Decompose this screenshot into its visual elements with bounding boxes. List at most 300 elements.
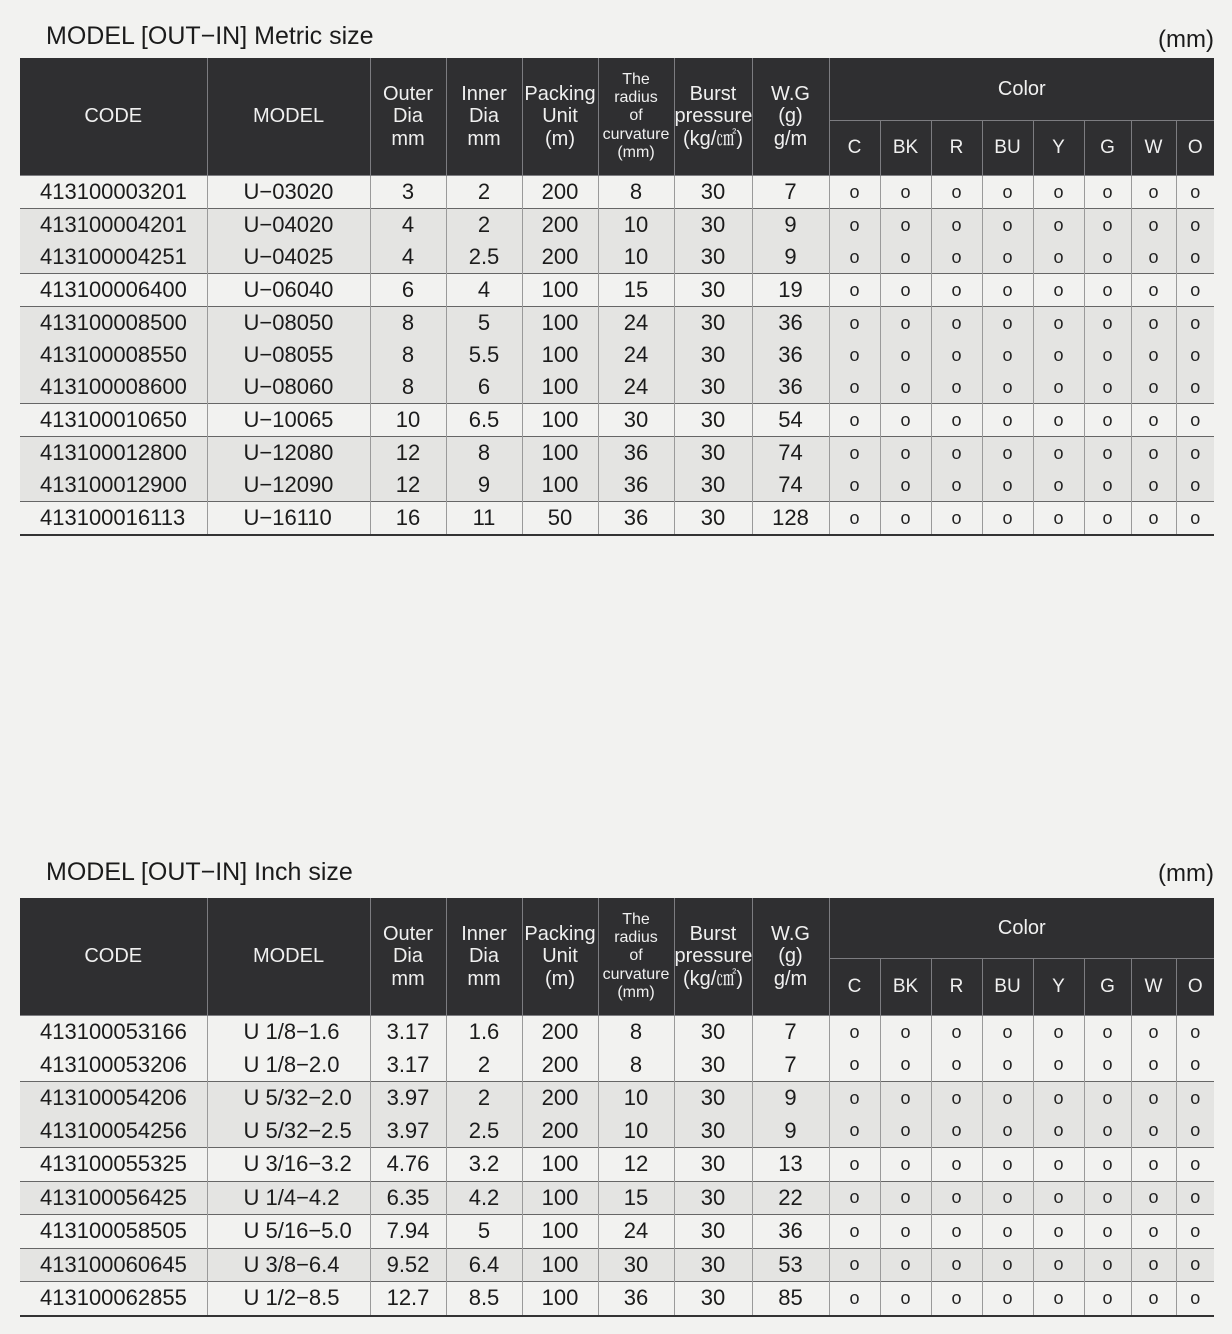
color-mark-g: o	[1084, 404, 1131, 437]
color-mark-bk: o	[880, 274, 931, 307]
model-cell: U−16110	[207, 502, 370, 536]
color-mark-y: o	[1033, 1248, 1084, 1282]
color-mark-bu: o	[982, 1115, 1033, 1148]
outer-dia-cell: 12.7	[370, 1282, 446, 1316]
weight-cell: 9	[752, 1082, 829, 1115]
outer-dia-cell: 10	[370, 404, 446, 437]
color-bk-header: BK	[880, 121, 931, 176]
radius-cell: 24	[598, 307, 674, 340]
color-w-header: W	[1131, 959, 1176, 1016]
color-mark-c: o	[829, 307, 880, 340]
color-mark-c: o	[829, 176, 880, 209]
burst-pressure-cell: 30	[674, 1181, 752, 1215]
color-mark-w: o	[1131, 1215, 1176, 1249]
weight-cell: 74	[752, 437, 829, 470]
radius-cell: 30	[598, 404, 674, 437]
table-row	[20, 404, 1214, 437]
color-mark-bu: o	[982, 371, 1033, 404]
packing-unit-cell: 100	[522, 469, 598, 502]
burst-pressure-cell: 30	[674, 1215, 752, 1249]
color-mark-r: o	[931, 176, 982, 209]
color-mark-r: o	[931, 1248, 982, 1282]
weight-cell: 13	[752, 1148, 829, 1182]
color-mark-o: o	[1190, 1054, 1201, 1075]
color-mark-g: o	[1084, 1016, 1131, 1049]
color-mark-g: o	[1084, 339, 1131, 371]
radius-header: The radius of curvature (mm)	[598, 58, 674, 176]
color-mark-c: o	[829, 1016, 880, 1049]
model-cell: U−08055	[207, 339, 370, 371]
weight-cell: 36	[752, 371, 829, 404]
color-mark-y: o	[1033, 274, 1084, 307]
burst-pressure-header: Burst pressure (kg/㎠)	[674, 898, 752, 1016]
color-mark-w: o	[1131, 404, 1176, 437]
packing-unit-cell: 200	[522, 1115, 598, 1148]
color-r-header: R	[931, 959, 982, 1016]
burst-pressure-cell: 30	[674, 1115, 752, 1148]
packing-unit-cell: 100	[522, 1181, 598, 1215]
color-mark-r: o	[931, 371, 982, 404]
packing-unit-cell: 100	[522, 371, 598, 404]
table-row	[20, 1181, 1214, 1215]
radius-cell: 10	[598, 209, 674, 242]
color-mark-g: o	[1084, 502, 1131, 536]
color-mark-y: o	[1033, 1115, 1084, 1148]
code-cell: 413100006400	[20, 274, 207, 307]
color-mark-c: o	[829, 209, 880, 242]
code-cell: 413100004251	[20, 241, 207, 274]
packing-unit-cell: 100	[522, 1282, 598, 1316]
table-row	[20, 1016, 1214, 1049]
packing-unit-cell: 200	[522, 1082, 598, 1115]
inner-dia-cell: 6.4	[446, 1248, 522, 1282]
inner-dia-header: Inner Dia mm	[446, 58, 522, 176]
color-mark-r: o	[931, 1282, 982, 1316]
color-mark-bu: o	[982, 437, 1033, 470]
color-mark-o: o	[1176, 1282, 1214, 1316]
color-mark-w: o	[1131, 502, 1176, 536]
model-cell: U 1/8−1.6	[207, 1016, 370, 1049]
section-title: MODEL [OUT−IN] Metric size	[46, 22, 374, 50]
inner-dia-cell: 3.2	[446, 1148, 522, 1182]
radius-cell: 36	[598, 502, 674, 536]
table-row	[20, 241, 1214, 274]
color-mark-w: o	[1131, 176, 1176, 209]
radius-cell: 10	[598, 1115, 674, 1148]
burst-pressure-cell: 30	[674, 1049, 752, 1082]
color-mark-o: o	[1176, 176, 1214, 209]
color-mark-r: o	[931, 209, 982, 242]
table-row	[20, 307, 1214, 340]
color-w-header: W	[1131, 121, 1176, 176]
inner-dia-cell: 2.5	[446, 1115, 522, 1148]
weight-cell: 36	[752, 339, 829, 371]
outer-dia-cell: 8	[370, 307, 446, 340]
color-mark-bk: o	[880, 241, 931, 274]
inner-dia-cell: 8.5	[446, 1282, 522, 1316]
code-cell: 413100008500	[20, 307, 207, 340]
weight-cell: 7	[752, 1049, 829, 1082]
color-c-header: C	[829, 121, 880, 176]
color-mark-bu: o	[982, 1016, 1033, 1049]
color-mark-w: o	[1131, 241, 1176, 274]
radius-cell: 36	[598, 437, 674, 470]
color-mark-o: o	[1176, 404, 1214, 437]
color-mark-bu: o	[982, 339, 1033, 371]
color-mark-w: o	[1131, 1148, 1176, 1182]
color-mark-bu: o	[982, 1049, 1033, 1082]
metric-spec-table	[20, 58, 1214, 536]
color-mark-o: o	[1176, 274, 1214, 307]
color-mark-bu: o	[982, 502, 1033, 536]
code-cell: 413100054206	[20, 1082, 207, 1115]
color-mark-bu: o	[982, 176, 1033, 209]
inner-dia-cell: 5	[446, 307, 522, 340]
table-row	[20, 339, 1214, 371]
outer-dia-header: Outer Dia mm	[370, 58, 446, 176]
header-row	[20, 58, 1214, 121]
model-header: MODEL	[207, 898, 370, 1016]
outer-dia-cell: 3	[370, 176, 446, 209]
color-mark-w: o	[1131, 1049, 1176, 1082]
color-mark-bk: o	[880, 437, 931, 470]
color-mark-r: o	[931, 1148, 982, 1182]
inner-dia-cell: 5.5	[446, 339, 522, 371]
color-mark-c: o	[829, 469, 880, 502]
outer-dia-cell: 3.97	[370, 1082, 446, 1115]
color-mark-w: o	[1131, 1082, 1176, 1115]
color-mark-r: o	[931, 307, 982, 340]
model-cell: U−06040	[207, 274, 370, 307]
model-cell: U 5/32−2.0	[207, 1082, 370, 1115]
color-mark-r: o	[931, 1181, 982, 1215]
radius-cell: 15	[598, 274, 674, 307]
packing-unit-cell: 200	[522, 1016, 598, 1049]
radius-cell: 12	[598, 1148, 674, 1182]
weight-cell: 22	[752, 1181, 829, 1215]
radius-cell: 8	[598, 176, 674, 209]
weight-cell: 9	[752, 209, 829, 242]
inner-dia-cell: 6.5	[446, 404, 522, 437]
code-cell: 413100016113	[20, 502, 207, 536]
packing-unit-cell: 100	[522, 307, 598, 340]
packing-unit-cell: 100	[522, 1215, 598, 1249]
color-y-header: Y	[1033, 121, 1084, 176]
table-row	[20, 469, 1214, 502]
color-mark-bu: o	[982, 469, 1033, 502]
color-mark-y: o	[1033, 1082, 1084, 1115]
model-cell: U 3/16−3.2	[207, 1148, 370, 1182]
color-mark-y: o	[1033, 404, 1084, 437]
model-cell: U 5/32−2.5	[207, 1115, 370, 1148]
packing-unit-cell: 100	[522, 339, 598, 371]
model-cell: U 5/16−5.0	[207, 1215, 370, 1249]
model-cell: U 1/4−4.2	[207, 1181, 370, 1215]
table-row	[20, 502, 1214, 536]
model-cell: U−04020	[207, 209, 370, 242]
inner-dia-cell: 2	[446, 176, 522, 209]
burst-pressure-cell: 30	[674, 469, 752, 502]
model-cell: U−04025	[207, 241, 370, 274]
code-cell: 413100003201	[20, 176, 207, 209]
radius-cell: 10	[598, 241, 674, 274]
inner-dia-cell: 4	[446, 274, 522, 307]
color-mark-r: o	[931, 469, 982, 502]
weight-cell: 9	[752, 1115, 829, 1148]
inner-dia-cell: 6	[446, 371, 522, 404]
inner-dia-cell: 9	[446, 469, 522, 502]
weight-cell: 54	[752, 404, 829, 437]
color-mark-o: o	[1176, 1016, 1214, 1049]
color-mark-c: o	[829, 1181, 880, 1215]
color-mark-bk: o	[880, 339, 931, 371]
weight-cell: 128	[752, 502, 829, 536]
color-mark-c: o	[829, 339, 880, 371]
packing-unit-header: Packing Unit (m)	[522, 58, 598, 176]
radius-cell: 24	[598, 1215, 674, 1249]
color-mark-c: o	[829, 1049, 880, 1082]
outer-dia-cell: 4	[370, 241, 446, 274]
radius-cell: 24	[598, 371, 674, 404]
outer-dia-header: Outer Dia mm	[370, 898, 446, 1016]
color-mark-y: o	[1033, 241, 1084, 274]
color-mark-bk: o	[880, 1148, 931, 1182]
color-mark-g: o	[1084, 437, 1131, 470]
color-mark-bk: o	[880, 404, 931, 437]
color-mark-c: o	[829, 241, 880, 274]
model-cell: U 3/8−6.4	[207, 1248, 370, 1282]
color-mark-bk: o	[880, 371, 931, 404]
outer-dia-cell: 6	[370, 274, 446, 307]
code-header: CODE	[20, 898, 207, 1016]
code-cell: 413100008550	[20, 339, 207, 371]
outer-dia-cell: 8	[370, 339, 446, 371]
model-cell: U−08060	[207, 371, 370, 404]
weight-cell: 19	[752, 274, 829, 307]
color-mark-o: o	[1176, 437, 1214, 470]
color-mark-bk: o	[880, 1248, 931, 1282]
color-mark-r: o	[931, 241, 982, 274]
outer-dia-cell: 4	[370, 209, 446, 242]
color-mark-r: o	[931, 274, 982, 307]
unit-label: (mm)	[1158, 860, 1214, 887]
weight-cell: 53	[752, 1248, 829, 1282]
color-mark-c: o	[829, 502, 880, 536]
code-cell: 413100012900	[20, 469, 207, 502]
color-mark-bu: o	[982, 241, 1033, 274]
color-bu-header: BU	[982, 121, 1033, 176]
outer-dia-cell: 7.94	[370, 1215, 446, 1249]
color-mark-y: o	[1033, 437, 1084, 470]
burst-pressure-cell: 30	[674, 437, 752, 470]
color-mark-y: o	[1033, 469, 1084, 502]
color-mark-bk: o	[880, 1016, 931, 1049]
color-mark-bu: o	[982, 1082, 1033, 1115]
color-mark-r: o	[931, 1115, 982, 1148]
color-mark-w: o	[1131, 1282, 1176, 1316]
inner-dia-cell: 2	[446, 1082, 522, 1115]
color-mark-y: o	[1033, 1215, 1084, 1249]
color-mark-w: o	[1131, 437, 1176, 470]
color-mark-r: o	[931, 1049, 982, 1082]
color-mark-o: o	[1176, 1148, 1214, 1182]
model-cell: U−08050	[207, 307, 370, 340]
burst-pressure-cell: 30	[674, 176, 752, 209]
radius-header: The radius of curvature (mm)	[598, 898, 674, 1016]
packing-unit-cell: 100	[522, 274, 598, 307]
burst-pressure-cell: 30	[674, 209, 752, 242]
code-cell: 413100056425	[20, 1181, 207, 1215]
code-cell: 413100060645	[20, 1248, 207, 1282]
outer-dia-cell: 4.76	[370, 1148, 446, 1182]
radius-cell: 15	[598, 1181, 674, 1215]
color-mark-r: o	[931, 437, 982, 470]
color-mark-o: o	[1176, 502, 1214, 536]
burst-pressure-cell: 30	[674, 241, 752, 274]
inner-dia-cell: 8	[446, 437, 522, 470]
burst-pressure-cell: 30	[674, 371, 752, 404]
color-mark-o: o	[1176, 1215, 1214, 1249]
color-mark-w: o	[1131, 339, 1176, 371]
packing-unit-cell: 200	[522, 1049, 598, 1082]
color-mark-y: o	[1033, 307, 1084, 340]
burst-pressure-cell: 30	[674, 502, 752, 536]
inner-dia-cell: 2	[446, 1049, 522, 1082]
inner-dia-header: Inner Dia mm	[446, 898, 522, 1016]
table-row	[20, 1115, 1214, 1148]
burst-pressure-cell: 30	[674, 1282, 752, 1316]
outer-dia-cell: 12	[370, 469, 446, 502]
unit-label: (mm)	[1158, 26, 1214, 53]
color-mark-bk: o	[880, 502, 931, 536]
packing-unit-cell: 200	[522, 176, 598, 209]
color-mark-c: o	[829, 1148, 880, 1182]
color-mark-g: o	[1084, 1215, 1131, 1249]
color-mark-g: o	[1084, 241, 1131, 274]
code-cell: 413100054256	[20, 1115, 207, 1148]
burst-pressure-cell: 30	[674, 1148, 752, 1182]
color-mark-bk: o	[880, 1082, 931, 1115]
weight-header: W.G (g) g/m	[752, 58, 829, 176]
weight-cell: 7	[752, 1016, 829, 1049]
color-mark-g: o	[1084, 1181, 1131, 1215]
color-mark-w: o	[1131, 1181, 1176, 1215]
model-header: MODEL	[207, 58, 370, 176]
model-cell: U 1/2−8.5	[207, 1282, 370, 1316]
packing-unit-cell: 200	[522, 241, 598, 274]
color-mark-y: o	[1033, 176, 1084, 209]
table-row	[20, 1248, 1214, 1282]
color-bk-header: BK	[880, 959, 931, 1016]
color-mark-w: o	[1131, 469, 1176, 502]
color-mark-g: o	[1084, 1049, 1131, 1082]
color-mark-r: o	[931, 1082, 982, 1115]
color-mark-bu: o	[982, 1248, 1033, 1282]
color-y-header: Y	[1033, 959, 1084, 1016]
table-row	[20, 274, 1214, 307]
color-mark-bu: o	[982, 1181, 1033, 1215]
color-mark-r: o	[931, 1016, 982, 1049]
color-mark-c: o	[829, 437, 880, 470]
color-mark-g: o	[1084, 176, 1131, 209]
code-cell: 413100053206	[20, 1049, 207, 1082]
burst-pressure-cell: 30	[674, 1016, 752, 1049]
inch-spec-table	[20, 898, 1214, 1317]
color-r-header: R	[931, 121, 982, 176]
code-cell: 413100062855	[20, 1282, 207, 1316]
inner-dia-cell: 2	[446, 209, 522, 242]
weight-header: W.G (g) g/m	[752, 898, 829, 1016]
color-mark-c: o	[829, 1248, 880, 1282]
radius-cell: 8	[598, 1016, 674, 1049]
outer-dia-cell: 12	[370, 437, 446, 470]
color-mark-c: o	[829, 1115, 880, 1148]
radius-cell: 10	[598, 1082, 674, 1115]
weight-cell: 74	[752, 469, 829, 502]
inner-dia-cell: 11	[446, 502, 522, 536]
color-mark-bu: o	[982, 404, 1033, 437]
outer-dia-cell: 6.35	[370, 1181, 446, 1215]
burst-pressure-cell: 30	[674, 1248, 752, 1282]
color-mark-y: o	[1033, 209, 1084, 242]
code-cell: 413100010650	[20, 404, 207, 437]
color-c-header: C	[829, 959, 880, 1016]
model-cell: U−12090	[207, 469, 370, 502]
color-mark-o: o	[1176, 241, 1214, 274]
color-mark-w: o	[1131, 1248, 1176, 1282]
section-header	[20, 18, 1214, 58]
color-mark-bk: o	[880, 1181, 931, 1215]
color-mark-r: o	[931, 1215, 982, 1249]
color-mark-g: o	[1084, 1248, 1131, 1282]
color-mark-bk: o	[880, 1215, 931, 1249]
model-cell: U 1/8−2.0	[207, 1049, 370, 1082]
model-cell: U−10065	[207, 404, 370, 437]
radius-cell: 30	[598, 1248, 674, 1282]
color-mark-bk: o	[880, 176, 931, 209]
color-mark-g: o	[1084, 209, 1131, 242]
color-mark-g: o	[1084, 1115, 1131, 1148]
color-mark-bk: o	[880, 1115, 931, 1148]
burst-pressure-cell: 30	[674, 339, 752, 371]
inner-dia-cell: 5	[446, 1215, 522, 1249]
inch-size-section	[20, 858, 1214, 1317]
radius-cell: 36	[598, 1282, 674, 1316]
color-mark-bu: o	[982, 1148, 1033, 1182]
radius-cell: 24	[598, 339, 674, 371]
section-title: MODEL [OUT−IN] Inch size	[46, 858, 353, 886]
table-row	[20, 1082, 1214, 1115]
header-row	[20, 898, 1214, 959]
color-mark-o: o	[1176, 1181, 1214, 1215]
color-mark-c: o	[829, 371, 880, 404]
color-header: Color	[829, 58, 1214, 121]
outer-dia-cell: 9.52	[370, 1248, 446, 1282]
color-bu-header: BU	[982, 959, 1033, 1016]
color-header: Color	[829, 898, 1214, 959]
color-mark-w: o	[1131, 1016, 1176, 1049]
radius-cell: 36	[598, 469, 674, 502]
color-mark-g: o	[1084, 307, 1131, 340]
color-mark-bk: o	[880, 307, 931, 340]
color-mark-c: o	[829, 404, 880, 437]
color-mark-w: o	[1131, 274, 1176, 307]
table-row	[20, 1215, 1214, 1249]
color-o-header: O	[1176, 121, 1214, 176]
inner-dia-cell: 1.6	[446, 1016, 522, 1049]
color-mark-bk: o	[880, 1282, 931, 1316]
color-mark-g: o	[1084, 1282, 1131, 1316]
